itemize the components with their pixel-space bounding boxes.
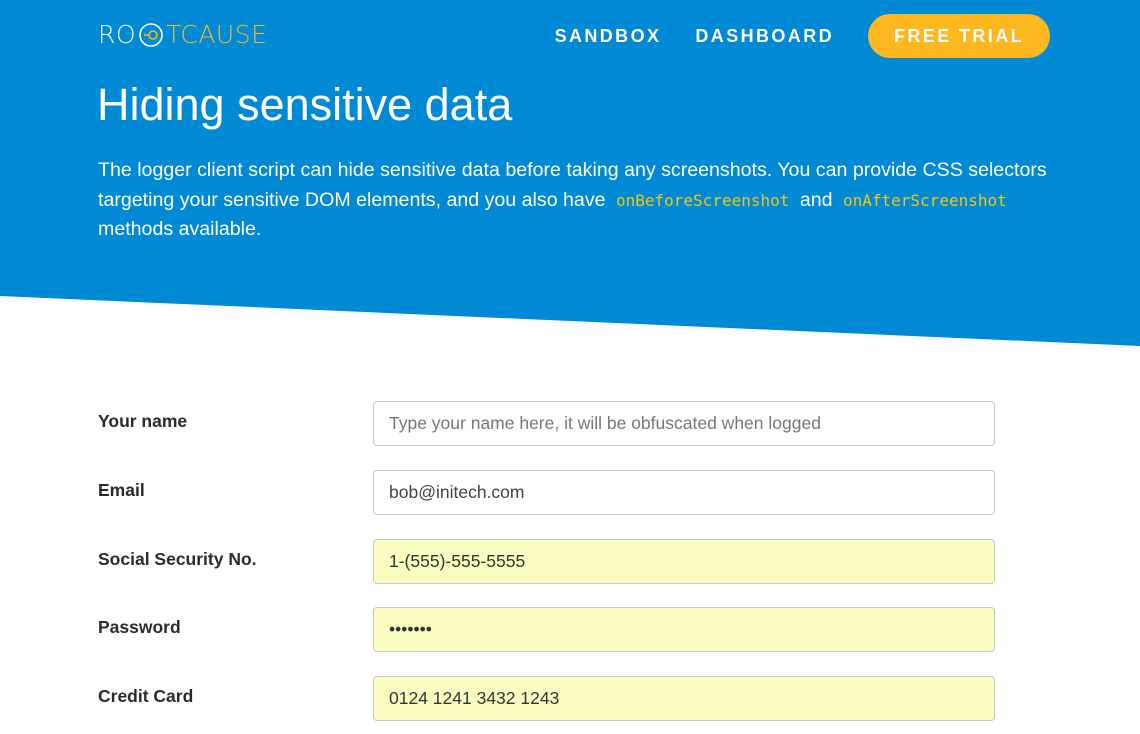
form-row-ssn bbox=[0, 539, 1140, 585]
logo[interactable] bbox=[98, 20, 267, 50]
form-row-email bbox=[0, 470, 1140, 516]
email-label: Email bbox=[98, 480, 145, 500]
main-nav bbox=[555, 14, 1050, 58]
intro-text-3: methods available. bbox=[98, 218, 262, 240]
logo-head-icon bbox=[136, 20, 166, 50]
free-trial-button[interactable]: FREE TRIAL bbox=[868, 14, 1050, 58]
logo-text-cause: TCAUSE bbox=[166, 20, 268, 49]
password-label: Password bbox=[98, 617, 181, 637]
credit-card-label: Credit Card bbox=[98, 686, 194, 706]
intro-text-1: The logger client script can hide sensitive data before taking any screenshots. You can provide CSS selectors targeting your sensitive DOM elements, and you also have bbox=[98, 159, 1047, 211]
ssn-input[interactable] bbox=[373, 539, 995, 584]
form-row-credit-card bbox=[0, 676, 1140, 722]
nav-dashboard-link[interactable]: DASHBOARD bbox=[695, 25, 834, 46]
email-input[interactable] bbox=[373, 470, 995, 515]
intro-paragraph bbox=[98, 156, 1058, 245]
code-on-after-screenshot: onAfterScreenshot bbox=[842, 190, 1007, 210]
name-label: Your name bbox=[98, 411, 188, 431]
name-input[interactable] bbox=[373, 401, 995, 446]
logo-text-root: RO bbox=[98, 20, 137, 49]
code-on-before-screenshot: onBeforeScreenshot bbox=[615, 190, 790, 210]
page-title: Hiding sensitive data bbox=[97, 79, 513, 130]
password-input[interactable] bbox=[373, 607, 995, 652]
form-row-password bbox=[0, 607, 1140, 653]
nav-sandbox-link[interactable]: SANDBOX bbox=[554, 25, 662, 46]
intro-text-2: and bbox=[799, 188, 833, 211]
credit-card-input[interactable] bbox=[373, 676, 995, 721]
ssn-label: Social Security No. bbox=[98, 549, 257, 569]
form-row-name bbox=[0, 401, 1140, 447]
